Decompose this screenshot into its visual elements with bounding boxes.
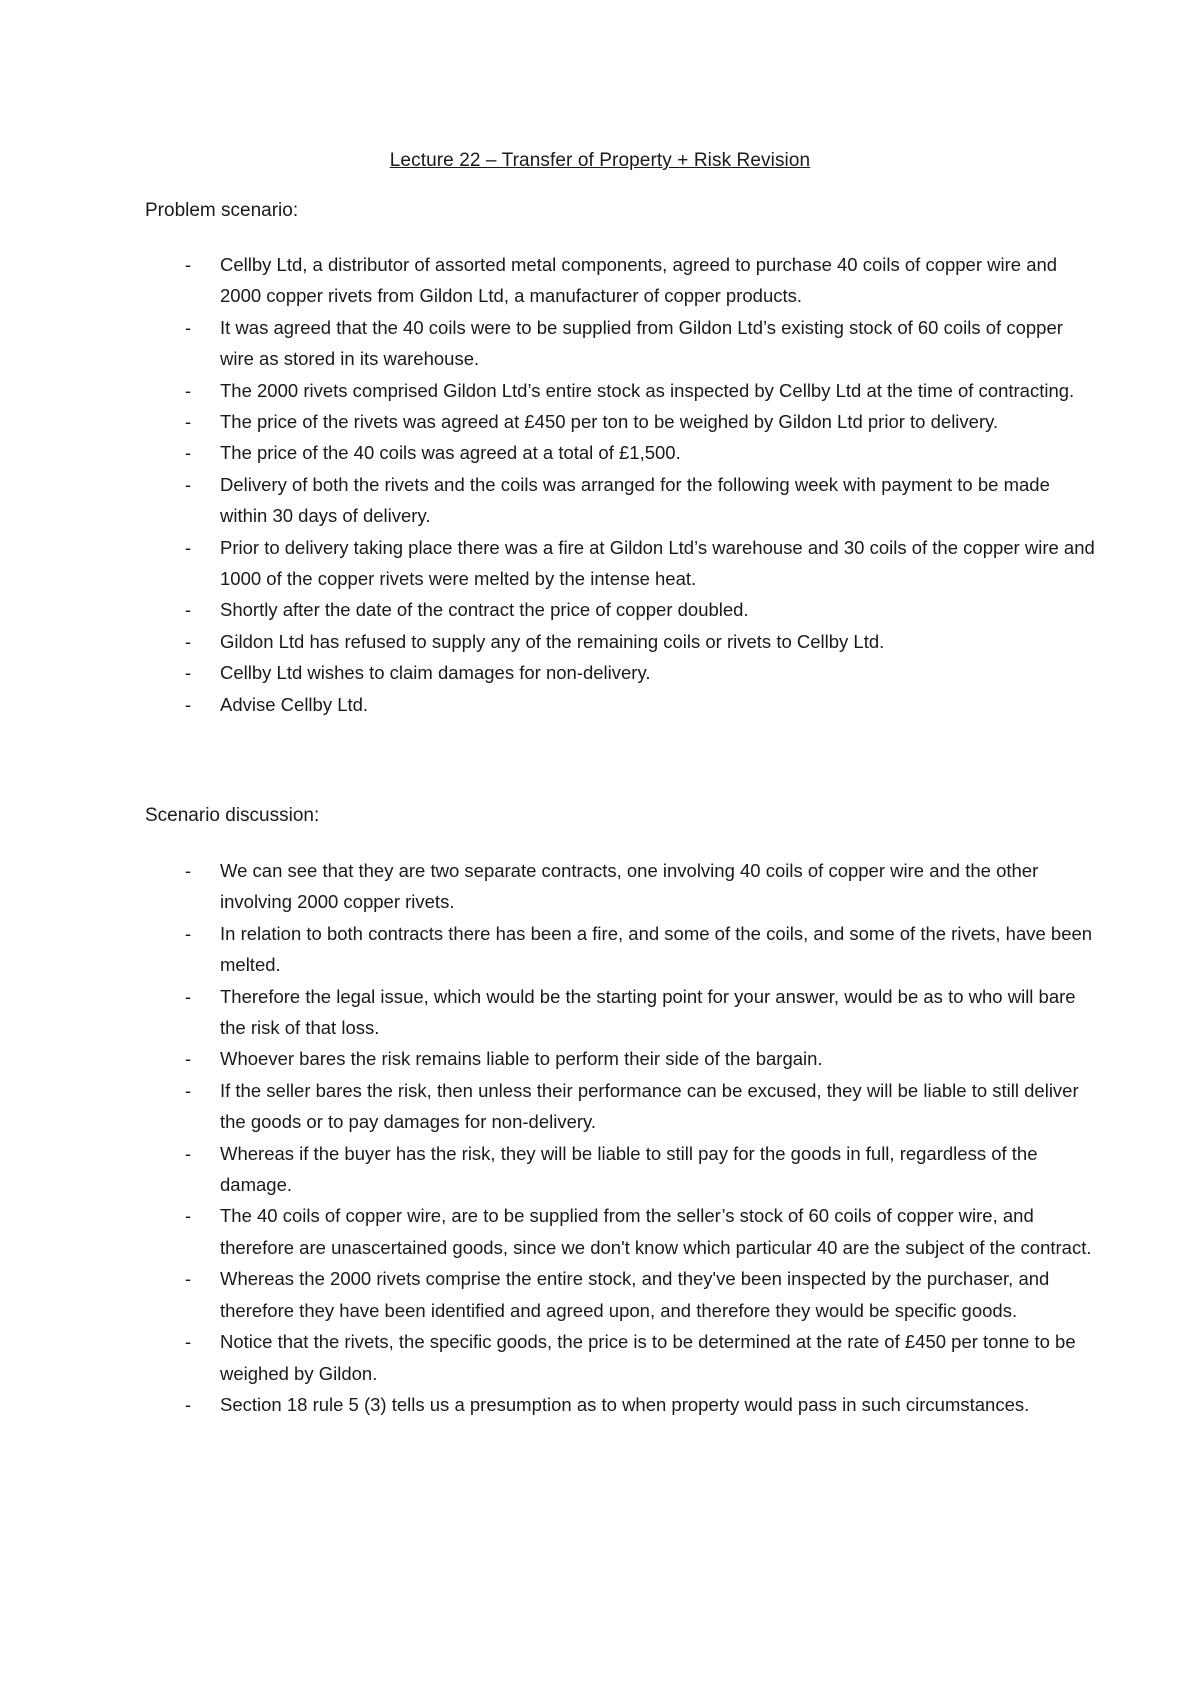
list-item-text: If the seller bares the risk, then unless their performance can be excused, they will be liable to still deliver the goods or to pay damages for non-delivery. (220, 1079, 1079, 1133)
list-item-text: The price of the 40 coils was agreed at a total of £1,500. (220, 442, 681, 464)
bullet-dash: - (185, 1205, 192, 1227)
bullet-dash: - (185, 473, 192, 495)
bullet-dash: - (185, 630, 192, 652)
bullet-dash: - (185, 985, 192, 1007)
list-item-text: Whoever bares the risk remains liable to perform their side of the bargain. (220, 1048, 823, 1070)
document-title: Lecture 22 – Transfer of Property + Risk Revision (389, 150, 811, 171)
list-item (145, 1263, 1095, 1326)
bullet-dash: - (185, 1079, 192, 1101)
list-item (145, 1075, 1095, 1138)
list-item-text: Advise Cellby Ltd. (220, 693, 369, 715)
list-item (145, 1043, 1095, 1074)
list-item (145, 981, 1095, 1044)
list-item-text: Whereas the 2000 rivets comprise the entire stock, and they've been inspected by the purchaser, and therefore they have been identified and agreed upon, and therefore they would be specific goods. (220, 1268, 1050, 1321)
list-item (145, 1138, 1095, 1201)
bullet-dash: - (185, 536, 192, 558)
list-item-text: Shortly after the date of the contract the price of copper doubled. (220, 599, 749, 621)
scenario-discussion-heading: Scenario discussion: (145, 805, 320, 826)
bullet-dash: - (185, 316, 192, 338)
list-item (145, 657, 1095, 688)
list-item (145, 1326, 1095, 1389)
bullet-dash: - (185, 1048, 192, 1070)
list-item-text: Cellby Ltd, a distributor of assorted metal components, agreed to purchase 40 coils of copper wire and 2000 copper rivets from Gildon Ltd, a manufacturer of copper products. (220, 254, 1058, 307)
bullet-dash: - (185, 1393, 192, 1415)
list-item (145, 1200, 1095, 1263)
list-item (145, 406, 1095, 437)
bullet-dash: - (185, 1142, 192, 1164)
list-item-text: The 40 coils of copper wire, are to be supplied from the seller’s stock of 60 coils of copper wire, and therefore are unascertained goods, since we don't know which particular 40 are the subject of the contract. (220, 1205, 1092, 1258)
list-item (145, 689, 1095, 720)
bullet-dash: - (185, 860, 192, 881)
list-item (145, 918, 1095, 981)
list-item (145, 469, 1095, 532)
bullet-dash: - (185, 254, 192, 275)
list-item-text: Gildon Ltd has refused to supply any of the remaining coils or rivets to Cellby Ltd. (220, 630, 885, 652)
list-item-text: Section 18 rule 5 (3) tells us a presumption as to when property would pass in such circumstances. (220, 1393, 1030, 1415)
list-item-text: It was agreed that the 40 coils were to be supplied from Gildon Ltd’s existing stock of 60 coils of copper wire as stored in its warehouse. (220, 316, 1063, 370)
list-item (145, 626, 1095, 657)
list-item-text: Delivery of both the rivets and the coils was arranged for the following week with payment to be made within 30 days of delivery. (220, 473, 1050, 527)
list-item-text: Whereas if the buyer has the risk, they will be liable to still pay for the goods in full, regardless of the damage. (220, 1142, 1038, 1196)
bullet-dash: - (185, 1331, 192, 1353)
bullet-dash: - (185, 1268, 192, 1290)
list-item (145, 249, 1095, 312)
problem-scenario-heading: Problem scenario: (145, 200, 299, 221)
list-item-text: In relation to both contracts there has been a fire, and some of the coils, and some of the rivets, have been melted. (220, 922, 1093, 976)
bullet-dash: - (185, 442, 192, 464)
list-item-text: Notice that the rivets, the specific goods, the price is to be determined at the rate of £450 per tonne to be weighed by Gildon. (220, 1331, 1076, 1384)
bullet-dash: - (185, 662, 192, 684)
list-item-text: Therefore the legal issue, which would be the starting point for your answer, would be as to who will bare the risk of that loss. (220, 985, 1076, 1039)
list-item (145, 1389, 1095, 1420)
list-item (145, 437, 1095, 468)
bullet-dash: - (185, 411, 192, 433)
list-item (145, 375, 1095, 406)
list-item (145, 532, 1095, 595)
bullet-dash: - (185, 379, 192, 401)
bullet-dash: - (185, 693, 192, 715)
list-item (145, 312, 1095, 375)
bullet-dash: - (185, 599, 192, 621)
problem-scenario-list (145, 249, 1095, 720)
bullet-dash: - (185, 922, 192, 944)
list-item-text: The 2000 rivets comprised Gildon Ltd’s entire stock as inspected by Cellby Ltd at the time of contracting. (220, 379, 1075, 401)
list-item-text: We can see that they are two separate contracts, one involving 40 coils of copper wire and the other involving 2000 copper rivets. (220, 860, 1039, 913)
scenario-discussion-list (145, 855, 1095, 1420)
list-item-text: The price of the rivets was agreed at £450 per ton to be weighed by Gildon Ltd prior to delivery. (220, 411, 999, 433)
list-item (145, 594, 1095, 625)
list-item-text: Cellby Ltd wishes to claim damages for non-delivery. (220, 662, 651, 684)
list-item (145, 855, 1095, 918)
list-item-text: Prior to delivery taking place there was a fire at Gildon Ltd’s warehouse and 30 coils of the copper wire and 1000 of the copper rivets were melted by the intense heat. (220, 536, 1095, 590)
